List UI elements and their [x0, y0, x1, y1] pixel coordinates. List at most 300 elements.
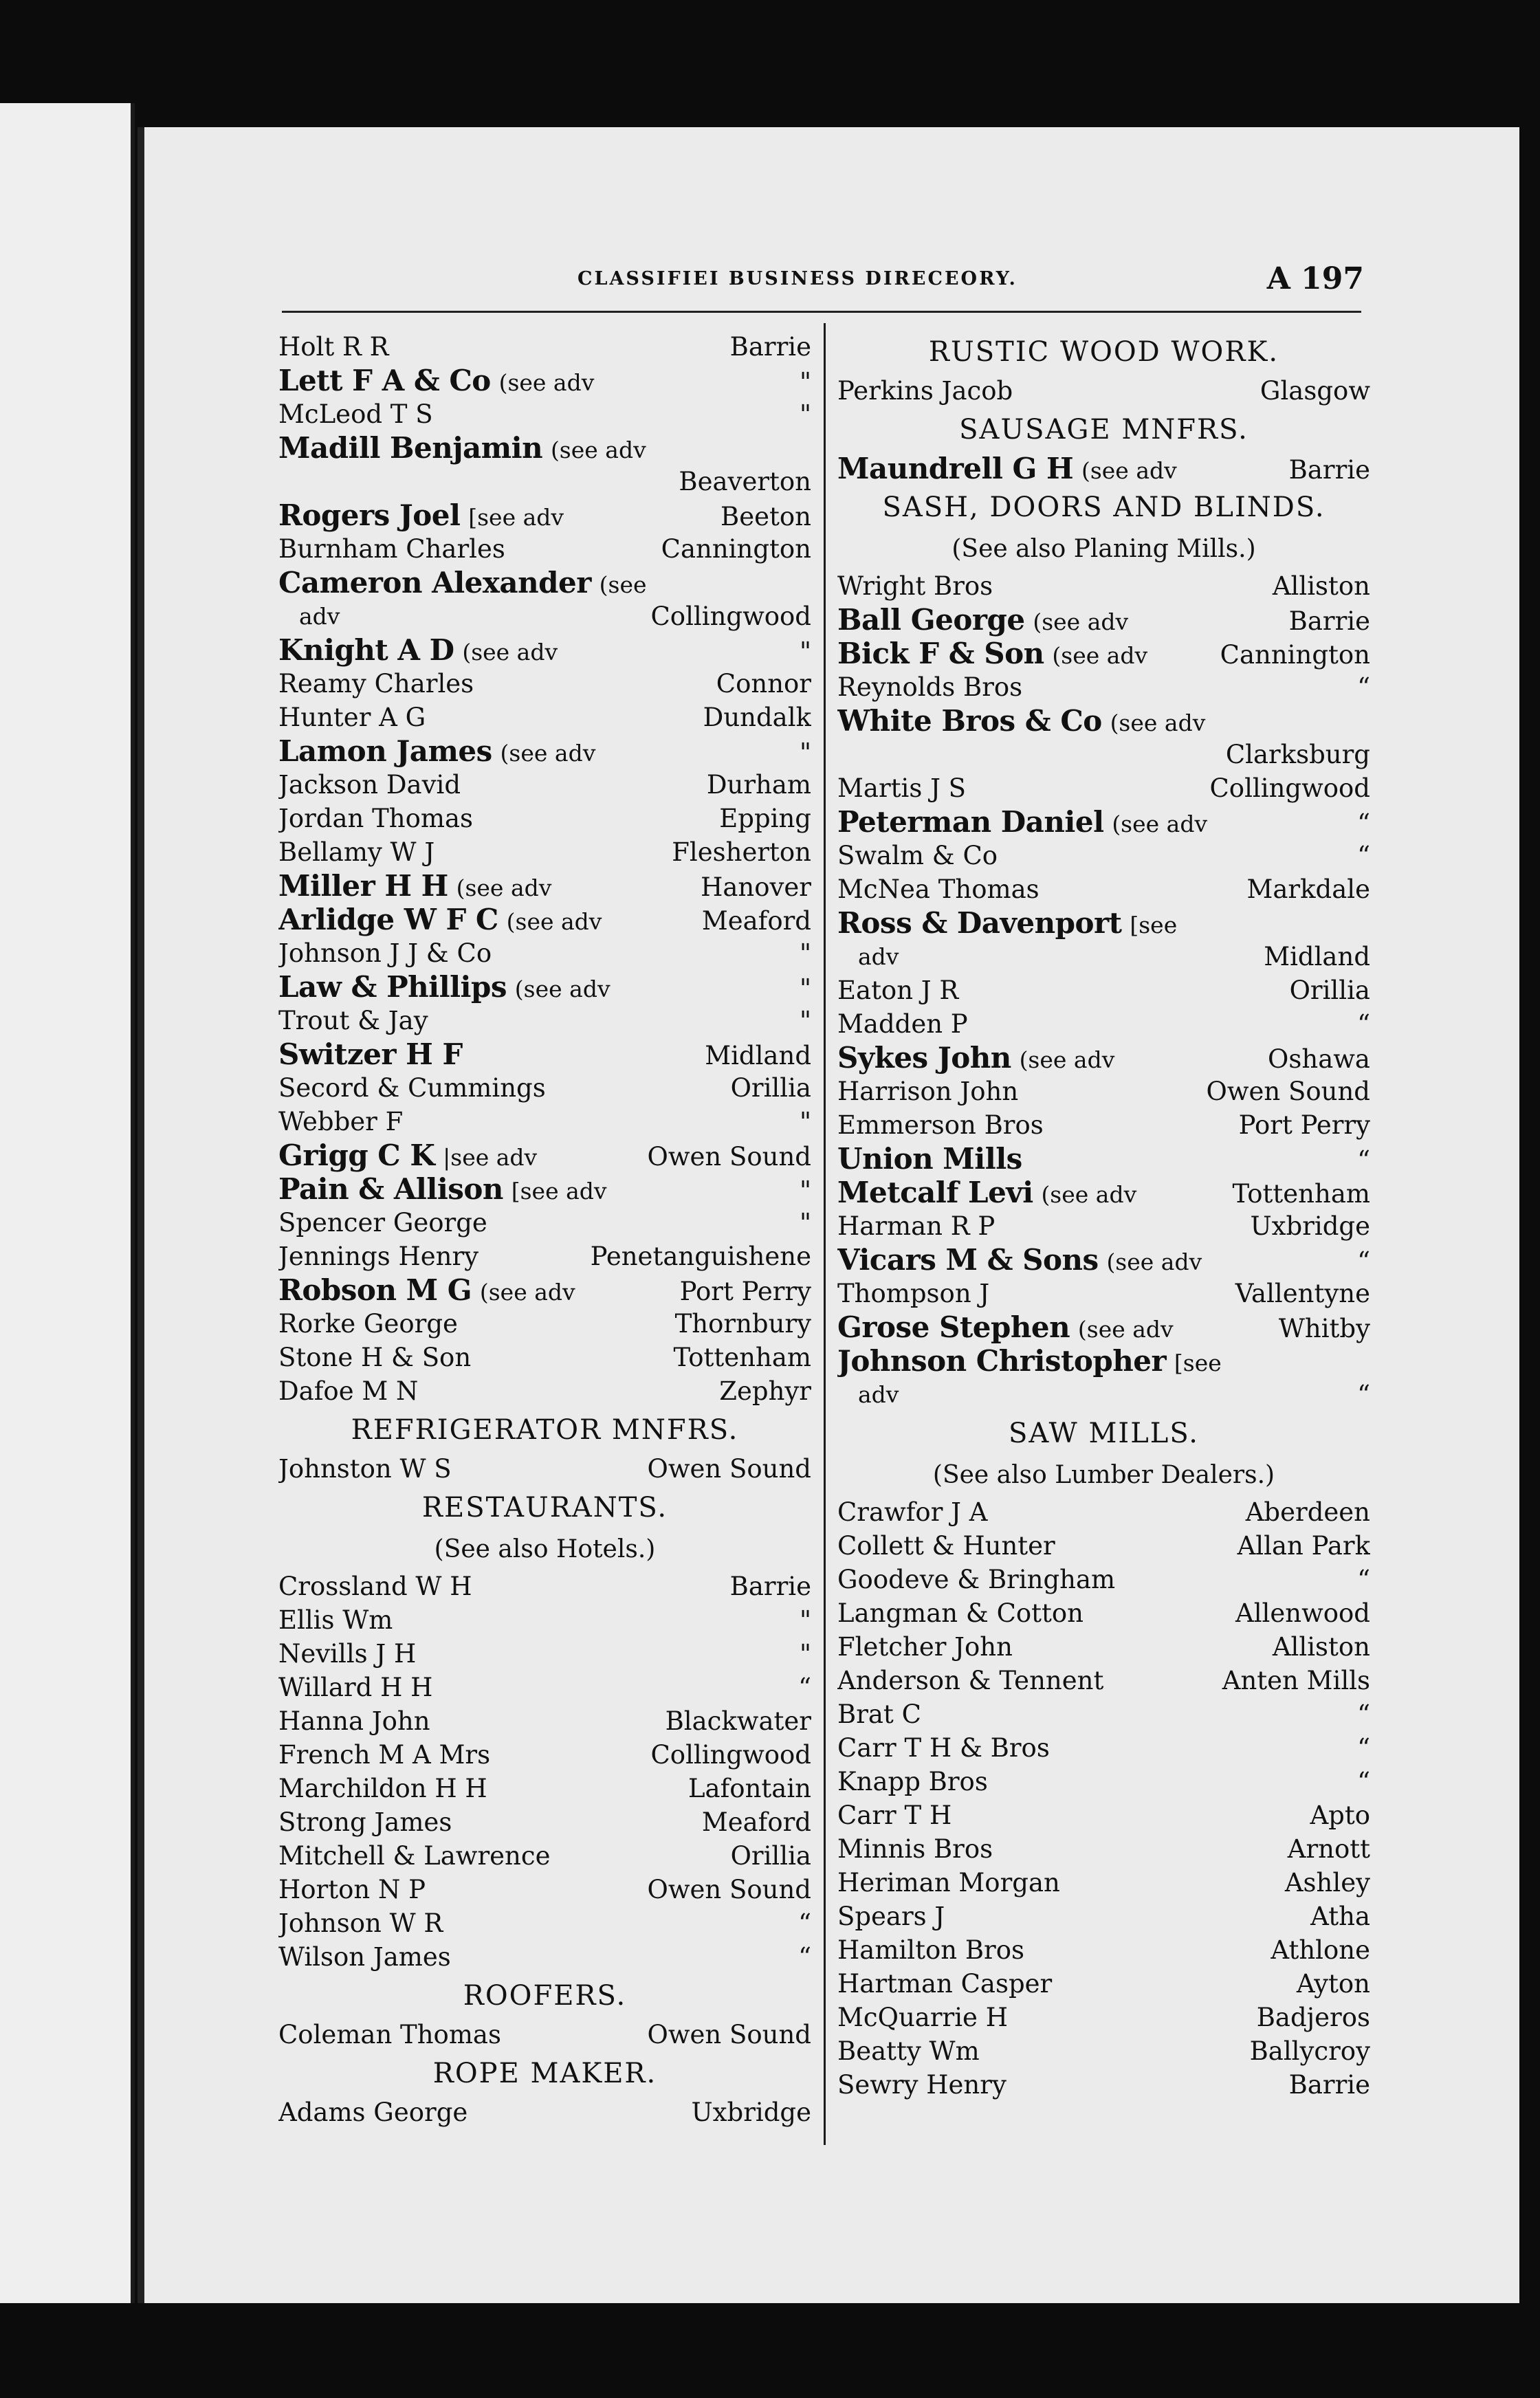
entry-location: Cannington: [1220, 640, 1370, 670]
entry-note: [see adv: [511, 1178, 607, 1204]
entry-location: Orillia: [730, 1841, 811, 1871]
entry-name: Nevills J H: [278, 1639, 417, 1669]
entry-name: Rogers Joel: [278, 498, 461, 532]
section-heading: REFRIGERATOR MNFRS.: [351, 1414, 739, 1446]
entry-name-group: [837, 839, 998, 872]
directory-entry: [278, 1839, 811, 1873]
entry-location: ": [799, 974, 811, 1003]
entry-location: Barrie: [729, 1572, 811, 1601]
entry-name: Bick F & Son: [837, 637, 1044, 670]
entry-name: Goodeve & Bringham: [837, 1565, 1116, 1594]
entry-name-group: [278, 1071, 546, 1105]
entry-location: Blackwater: [665, 1706, 811, 1736]
entry-name-group: [837, 1664, 1103, 1697]
entry-name: Lamon James: [278, 734, 492, 768]
entry-name-group: [278, 431, 646, 465]
entry-name-group: [278, 397, 433, 431]
entry-name-group: [278, 1873, 426, 1906]
entry-name-group: [278, 2018, 501, 2052]
entry-name: Hartman Casper: [837, 1969, 1053, 1999]
entry-note: (see adv: [456, 874, 552, 901]
entry-name-group: [278, 701, 426, 734]
entry-name: Beatty Wm: [837, 2036, 980, 2066]
entry-name: Coleman Thomas: [278, 2020, 501, 2049]
entry-name-group: [837, 1108, 1044, 1142]
section-heading: SASH, DOORS AND BLINDS.: [882, 492, 1326, 523]
entry-location: Barrie: [1288, 2070, 1370, 2100]
directory-entry: [837, 1563, 1370, 1596]
entry-name: Adams George: [278, 2098, 468, 2127]
entry-location-continued: Clarksburg: [1225, 740, 1370, 769]
entry-note: [see adv: [468, 504, 564, 531]
entry-name: Ross & Davenport: [837, 906, 1122, 940]
entry-location: “: [1357, 672, 1370, 702]
directory-entry: [837, 974, 1370, 1007]
entry-location: Zephyr: [719, 1376, 811, 1406]
entry-name-group: [278, 633, 558, 667]
entry-continued-line: [837, 940, 1370, 974]
entry-name-group: [278, 1940, 451, 1974]
entry-name: Grigg C K: [278, 1138, 435, 1172]
directory-entry: [837, 704, 1370, 738]
entry-location: Tottenham: [673, 1343, 811, 1372]
entry-name: Carr T H: [837, 1801, 952, 1830]
entry-location: Tottenham: [1232, 1179, 1370, 1209]
entry-name: Johnson Christopher: [837, 1344, 1167, 1378]
entry-name-group: [837, 1209, 995, 1243]
column-divider: [824, 323, 826, 2145]
entry-name: Cameron Alexander: [278, 566, 591, 600]
entry-name: Stone H & Son: [278, 1343, 472, 1372]
directory-entry: [837, 2001, 1370, 2034]
directory-entry: [837, 1007, 1370, 1041]
entry-name: Webber F: [278, 1107, 404, 1136]
entry-continued-line: [278, 600, 811, 633]
entry-name-group: [837, 906, 1177, 940]
entry-location: ": [799, 1639, 811, 1669]
entry-name-group: [278, 566, 647, 600]
entry-continued-line: [837, 1378, 1370, 1411]
entry-name-group: [837, 1142, 1022, 1176]
entry-location: Owen Sound: [647, 1142, 811, 1172]
entry-name: Madden P: [837, 1009, 968, 1039]
entry-name: Johnson W R: [278, 1908, 443, 1938]
directory-entry: [278, 1671, 811, 1704]
directory-entry: [837, 452, 1370, 485]
entry-name-group: [837, 1967, 1052, 2001]
entry-name-group: [278, 1374, 418, 1408]
directory-entry: [278, 397, 811, 431]
entry-note: (see adv: [1041, 1181, 1137, 1208]
entry-name-group: [278, 364, 594, 397]
entry-note: [see: [1130, 912, 1178, 938]
entry-name: Reamy Charles: [278, 669, 474, 698]
entry-note: (see adv: [1110, 710, 1206, 736]
entry-name-group: [837, 1596, 1084, 1630]
entry-name-group: [278, 532, 505, 566]
entry-name: Heriman Morgan: [837, 1868, 1060, 1898]
directory-entry: [278, 1772, 811, 1805]
directory-entry: [278, 330, 811, 364]
directory-entry: [278, 1105, 811, 1138]
entry-name-group: [278, 1341, 471, 1374]
entry-name-group: [278, 802, 473, 835]
entry-location: Lafontain: [688, 1774, 811, 1803]
directory-entry: [837, 1731, 1370, 1765]
directory-entry: [278, 970, 811, 1004]
entry-name-group: [837, 805, 1207, 839]
directory-entry: [278, 1240, 811, 1273]
entry-location: Apto: [1310, 1801, 1370, 1830]
directory-entry: [278, 498, 811, 532]
entry-note: (see adv: [462, 639, 558, 666]
entry-location: Collingwood: [1209, 773, 1370, 803]
entry-name: Fletcher John: [837, 1632, 1013, 1662]
entry-name-group: [278, 498, 564, 532]
entry-name: Grose Stephen: [837, 1310, 1070, 1344]
entry-name-group: [837, 1731, 1050, 1765]
entry-name: Carr T H & Bros: [837, 1733, 1050, 1763]
entry-name-group: [837, 1630, 1013, 1664]
entry-location: Penetanguishene: [590, 1242, 811, 1271]
entry-location: Ayton: [1296, 1969, 1370, 1999]
entry-name: Jordan Thomas: [278, 804, 474, 833]
directory-entry: [837, 1041, 1370, 1075]
entry-location: ": [799, 1107, 811, 1136]
entry-name-group: [278, 1452, 452, 1486]
directory-entry: [837, 670, 1370, 704]
entry-name-group: [837, 1798, 952, 1832]
entry-name: Reynolds Bros: [837, 672, 1023, 702]
directory-entry: [278, 1805, 811, 1839]
entry-name-group: [278, 330, 388, 364]
entry-location: Port Perry: [1238, 1110, 1370, 1140]
directory-entry: [837, 1176, 1370, 1209]
entry-name: Spencer George: [278, 1208, 487, 1238]
entry-name: Vicars M & Sons: [837, 1243, 1099, 1277]
entry-note: (see adv: [500, 740, 596, 767]
entry-name: Wilson James: [278, 1942, 451, 1972]
entry-name: Dafoe M N: [278, 1376, 419, 1406]
entry-name: Knight A D: [278, 633, 454, 667]
running-title: CLASSIFIEI BUSINESS DIRECEORY.: [578, 268, 1018, 289]
entry-name: McNea Thomas: [837, 874, 1040, 904]
header-rule: [282, 311, 1361, 313]
entry-name-group: [278, 1138, 537, 1172]
entry-location: Owen Sound: [647, 1454, 811, 1484]
section-cross-reference: (See also Planing Mills.): [952, 535, 1256, 563]
entry-name: Jennings Henry: [278, 1242, 479, 1271]
entry-location: Orillia: [730, 1073, 811, 1103]
entry-name-group: [278, 835, 434, 869]
entry-name-group: [837, 1900, 945, 1933]
directory-entry: [278, 1603, 811, 1637]
entry-name-group: [837, 1344, 1222, 1378]
entry-name-group: [278, 1004, 428, 1037]
entry-location: Anten Mills: [1222, 1666, 1370, 1695]
entry-name: Hanna John: [278, 1706, 430, 1736]
entry-name: Crossland W H: [278, 1572, 472, 1601]
entry-location-continued: Beaverton: [679, 467, 811, 496]
entry-location: “: [1357, 1145, 1370, 1175]
directory-entry: [837, 569, 1370, 603]
directory-entry: [837, 637, 1370, 670]
entry-note: (see adv: [1019, 1046, 1115, 1073]
entry-name: Ellis Wm: [278, 1605, 393, 1635]
directory-entry: [278, 1738, 811, 1772]
entry-location: “: [1357, 1767, 1370, 1796]
entry-name-group: [837, 670, 1022, 704]
section-heading: ROOFERS.: [463, 1980, 627, 2012]
directory-entry: [837, 1832, 1370, 1866]
entry-location: Ballycroy: [1249, 2036, 1370, 2066]
entry-name: Rorke George: [278, 1309, 458, 1339]
directory-entry: [278, 1906, 811, 1940]
entry-location: Oshawa: [1268, 1044, 1370, 1074]
directory-entry: [837, 1664, 1370, 1697]
entry-name: Langman & Cotton: [837, 1598, 1084, 1628]
entry-location: Epping: [719, 804, 811, 833]
directory-entry: [278, 1273, 811, 1307]
entry-location: “: [1357, 1565, 1370, 1594]
entry-name-group: [278, 1172, 607, 1206]
entry-note: (see adv: [479, 1279, 575, 1306]
directory-entry: [278, 869, 811, 903]
entry-location: Uxbridge: [691, 2098, 811, 2127]
entry-location: Aberdeen: [1245, 1497, 1370, 1527]
entry-location: “: [1357, 1380, 1370, 1409]
entry-name: Hunter A G: [278, 703, 426, 732]
entry-location: Atha: [1310, 1902, 1370, 1931]
entry-name: Holt R R: [278, 332, 389, 362]
entry-note: (see adv: [1033, 608, 1129, 635]
entry-location: Whitby: [1278, 1314, 1370, 1343]
entry-location: Uxbridge: [1250, 1211, 1370, 1241]
entry-location: “: [1357, 808, 1370, 838]
entry-name: Wright Bros: [837, 571, 993, 601]
page-header: [578, 261, 1368, 300]
directory-entry: [837, 805, 1370, 839]
entry-location: Collingwood: [650, 1740, 811, 1770]
entry-location: Durham: [706, 770, 811, 800]
entry-location: Meaford: [701, 906, 811, 936]
directory-entry: [278, 1704, 811, 1738]
entry-note: [see: [1174, 1350, 1222, 1376]
directory-entry: [837, 1765, 1370, 1798]
entry-note: adv: [299, 603, 340, 630]
entry-name-group: [278, 768, 461, 802]
directory-entry: [278, 2018, 811, 2052]
entry-name: Lett F A & Co: [278, 364, 491, 397]
entry-name-group: [278, 1839, 551, 1873]
entry-location: Barrie: [1288, 606, 1370, 636]
entry-location: ": [799, 738, 811, 767]
entry-name: Sewry Henry: [837, 2070, 1006, 2100]
directory-entry: [278, 1037, 811, 1071]
page-number: A 197: [1266, 261, 1364, 296]
directory-entry: [837, 1495, 1370, 1529]
directory-entry: [837, 374, 1370, 408]
directory-entry: [278, 633, 811, 667]
entry-name: Jackson David: [278, 770, 461, 800]
entry-name-group: [837, 1041, 1114, 1075]
entry-note: (see adv: [550, 437, 646, 463]
entry-location: Flesherton: [672, 837, 811, 867]
entry-location: Owen Sound: [647, 1875, 811, 1904]
directory-entry: [278, 1873, 811, 1906]
entry-location: Orillia: [1289, 976, 1370, 1005]
entry-location: ": [799, 1006, 811, 1035]
directory-entry: [837, 1697, 1370, 1731]
entry-name-group: [837, 2068, 1006, 2102]
entry-name: Swalm & Co: [837, 841, 998, 870]
entry-location: Port Perry: [679, 1277, 811, 1306]
entry-name-group: [837, 603, 1128, 637]
entry-name-group: [278, 970, 610, 1004]
entry-name: Bellamy W J: [278, 837, 435, 867]
directory-entry: [837, 1933, 1370, 1967]
entry-name: Miller H H: [278, 869, 448, 903]
directory-entry: [278, 364, 811, 397]
entry-name: White Bros & Co: [837, 704, 1102, 738]
entry-name-group: [837, 1007, 968, 1041]
entry-name-group: [837, 569, 993, 603]
directory-entry: [837, 1142, 1370, 1176]
entry-location: “: [798, 1942, 811, 1972]
entry-location: Midland: [705, 1041, 811, 1070]
entry-name-group: [278, 2096, 468, 2129]
directory-entry: [278, 1307, 811, 1341]
directory-entry: [278, 2096, 811, 2129]
entry-name: Marchildon H H: [278, 1774, 487, 1803]
entry-note: (see adv: [514, 976, 610, 1002]
entry-name: Anderson & Tennent: [837, 1666, 1104, 1695]
entry-location: Ashley: [1284, 1868, 1370, 1898]
entry-location: Alliston: [1272, 1632, 1370, 1662]
entry-note: adv: [858, 1381, 899, 1408]
entry-name: Ball George: [837, 603, 1025, 637]
section-heading: SAUSAGE MNFRS.: [959, 414, 1248, 446]
entry-name: Martis J S: [837, 773, 967, 803]
entry-name: Knapp Bros: [837, 1767, 988, 1796]
entry-name-group: [837, 374, 1013, 408]
entry-name: Hamilton Bros: [837, 1935, 1024, 1965]
entry-location: Owen Sound: [647, 2020, 811, 2049]
entry-name: McLeod T S: [278, 399, 433, 429]
directory-entry: [837, 771, 1370, 805]
entry-location: “: [798, 1908, 811, 1938]
entry-name-group: [278, 1570, 472, 1603]
entry-name-group: [278, 1906, 443, 1940]
entry-name-group: [278, 869, 551, 903]
entry-location: Meaford: [701, 1807, 811, 1837]
directory-entry: [837, 1108, 1370, 1142]
directory-entry: [837, 1209, 1370, 1243]
entry-location: Beeton: [720, 502, 811, 531]
section-cross-reference: (See also Hotels.): [434, 1535, 656, 1563]
entry-name-group: [837, 637, 1147, 670]
entry-location: Cannington: [661, 534, 811, 564]
entry-name: Johnson J J & Co: [278, 938, 492, 968]
entry-name: Crawfor J A: [837, 1497, 988, 1527]
entry-name-group: [837, 1832, 993, 1866]
entry-location: “: [1357, 1700, 1370, 1729]
entry-location: Owen Sound: [1206, 1077, 1370, 1106]
entry-note: (see adv: [498, 369, 595, 396]
directory-entry: [278, 1341, 811, 1374]
entry-location: Athlone: [1270, 1935, 1370, 1965]
entry-name: Collett & Hunter: [837, 1531, 1055, 1561]
entry-note: (see adv: [1106, 1248, 1202, 1275]
entry-location: Midland: [1264, 942, 1370, 971]
entry-name-group: [278, 1105, 403, 1138]
entry-location: ": [799, 399, 811, 429]
entry-location: “: [1357, 841, 1370, 870]
entry-name-group: [278, 936, 492, 970]
entry-name-group: [278, 1637, 416, 1671]
directory-entry: [278, 1071, 811, 1105]
directory-entry: [278, 1004, 811, 1037]
directory-entry: [278, 936, 811, 970]
entry-note: (see adv: [1077, 1316, 1174, 1343]
directory-entry: [837, 2034, 1370, 2068]
entry-name: Harrison John: [837, 1077, 1019, 1106]
entry-name: McQuarrie H: [837, 2003, 1008, 2032]
entry-name-group: [837, 1310, 1174, 1344]
entry-name: Arlidge W F C: [278, 903, 498, 936]
facing-page-edge: [0, 103, 135, 2303]
entry-name-group: [837, 2034, 980, 2068]
entry-name: Perkins Jacob: [837, 376, 1013, 406]
entry-name: Maundrell G H: [837, 452, 1074, 485]
entry-name-group: [278, 903, 602, 936]
entry-name: Mitchell & Lawrence: [278, 1841, 551, 1871]
directory-entry: [278, 768, 811, 802]
directory-entry: [278, 903, 811, 936]
entry-name: Harman R P: [837, 1211, 996, 1241]
entry-name: Sykes John: [837, 1041, 1011, 1075]
directory-entry: [278, 1570, 811, 1603]
entry-name-group: [837, 1243, 1202, 1277]
entry-name: Minnis Bros: [837, 1834, 993, 1864]
directory-entry: [837, 1596, 1370, 1630]
directory-entry: [837, 872, 1370, 906]
directory-entry: [837, 1310, 1370, 1344]
entry-location: Allenwood: [1235, 1598, 1370, 1628]
directory-entry: [837, 906, 1370, 940]
section-heading: ROPE MAKER.: [432, 2058, 657, 2089]
entry-name: Trout & Jay: [278, 1006, 428, 1035]
entry-name: Strong James: [278, 1807, 452, 1837]
entry-name-group: [278, 1704, 430, 1738]
directory-entry: [278, 835, 811, 869]
entry-name: Johnston W S: [278, 1454, 452, 1484]
entry-name: Robson M G: [278, 1273, 472, 1307]
directory-entry: [278, 1374, 811, 1408]
entry-location: Thornbury: [674, 1309, 811, 1339]
directory-entry: [278, 566, 811, 600]
directory-entry: [278, 1206, 811, 1240]
left-column: [278, 330, 811, 2129]
entry-location: Glasgow: [1260, 376, 1370, 406]
entry-location: ": [799, 1176, 811, 1205]
entry-location: ": [799, 637, 811, 666]
entry-name: Willard H H: [278, 1673, 433, 1702]
section-heading: RUSTIC WOOD WORK.: [928, 336, 1279, 368]
entry-name-group: [837, 1697, 921, 1731]
entry-location: Barrie: [1288, 455, 1370, 485]
entry-location: ": [799, 938, 811, 968]
